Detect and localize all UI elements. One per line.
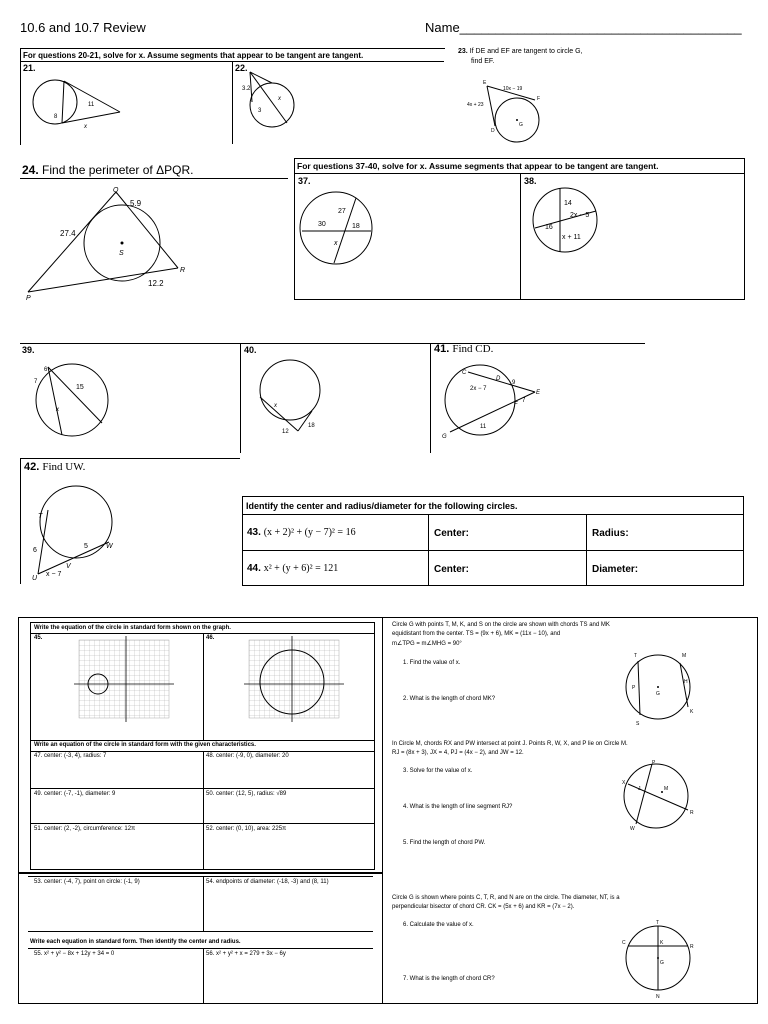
instruction-20-21: For questions 20-21, solve for x. Assume segments that appear to be tangent are tangent. — [23, 51, 364, 60]
q38-label-x11: x + 11 — [562, 234, 581, 241]
p2-q3: 3. Solve for the value of x. — [403, 768, 473, 774]
p2-label-x: X — [622, 780, 626, 786]
p3-text-1: Circle G is shown where points C, T, R, and N are on the circle. The diameter, NT, is a — [392, 895, 620, 901]
q40-number: 40. — [244, 345, 257, 355]
p3-diagram — [620, 918, 700, 1000]
divider — [428, 514, 429, 586]
p2-label-r: R — [690, 810, 694, 816]
name-field[interactable]: Name_______________________________________ — [425, 20, 742, 35]
q55: 55. x² + y² − 8x + 12y + 34 = 0 — [34, 951, 115, 957]
q22-number: 22. — [235, 63, 248, 73]
q23-label-e: E — [483, 80, 487, 86]
q37-label-x: x — [334, 240, 338, 247]
p2-label-m: M — [664, 786, 669, 792]
q42-label-t: T — [38, 513, 43, 520]
q45-number: 45. — [34, 635, 43, 641]
q39-diagram — [20, 355, 240, 450]
q21-label-x: x — [84, 124, 87, 130]
p1-label-t: T — [634, 653, 638, 659]
q37-diagram — [294, 173, 520, 300]
q41-diagram — [430, 360, 645, 450]
q24-label-5-9: 5.9 — [130, 199, 142, 208]
divider — [242, 514, 744, 515]
divider — [203, 633, 204, 740]
q22-diagram — [232, 60, 312, 145]
q37-label-18: 18 — [352, 223, 360, 230]
q40-label-x: x — [274, 403, 277, 409]
q23-label-g: G — [519, 122, 523, 128]
identify-header: Identify the center and radius/diameter for the following circles. — [246, 501, 518, 511]
q42-label-5: 5 — [84, 543, 88, 550]
q24-text: 24. Find the perimeter of ΔPQR. — [22, 163, 194, 177]
q47: 47. center: (-3, 4), radius: 7 — [34, 753, 107, 759]
q23-label-f: F — [537, 96, 541, 102]
q23-text: 23. If DE and EF are tangent to circle G, — [458, 48, 583, 55]
p3-label-t: T — [656, 920, 660, 926]
q24-label-s: S — [119, 250, 124, 257]
p3-label-c: C — [622, 940, 626, 946]
p3-label-n: N — [656, 994, 660, 1000]
q37-number: 37. — [298, 176, 311, 186]
q44-diameter[interactable]: Diameter: — [592, 564, 639, 575]
q24-label-27-4: 27.4 — [60, 229, 76, 238]
p1-label-m: M — [682, 653, 687, 659]
p1-text-2: equidistant from the center. TS = (9x + 6), MK = (11x − 10), and — [392, 631, 561, 637]
divider — [28, 931, 373, 932]
divider — [382, 617, 383, 1004]
p2-label-p: P — [652, 760, 656, 766]
q43-center[interactable]: Center: — [434, 528, 470, 539]
p1-label-p: P — [632, 685, 636, 691]
p1-label-s: S — [636, 721, 640, 727]
p1-text-3: m∠TPG = m∠MHG = 90° — [392, 641, 462, 647]
char-instruction: Write an equation of the circle in standard form with the given characteristics. — [34, 742, 256, 748]
q51: 51. center: (2, -2), circumference: 12π — [34, 826, 136, 832]
q24-label-12-2: 12.2 — [148, 279, 164, 288]
q42-label-x7: x − 7 — [46, 571, 62, 578]
q39-label-15: 15 — [76, 384, 84, 391]
q38-label-14: 14 — [564, 200, 572, 207]
q46-number: 46. — [206, 635, 215, 641]
divider — [203, 876, 204, 931]
p1-label-g: G — [656, 691, 660, 697]
q52: 52. center: (0, 10), area: 225π — [206, 826, 287, 832]
q24-label-q: Q — [113, 187, 119, 194]
p2-diagram — [618, 758, 698, 833]
q39-label-7: 7 — [34, 379, 38, 385]
q46-graph — [244, 640, 344, 720]
p3-q6: 6. Calculate the value of x. — [403, 922, 474, 928]
divider — [20, 458, 21, 584]
divider — [30, 823, 375, 824]
divider — [203, 751, 204, 870]
q54: 54. endpoints of diameter: (-18, -3) and (8, 11) — [206, 879, 329, 885]
q43-equation: 43. (x + 2)² + (y − 7)² = 16 — [247, 527, 356, 538]
p1-text-1: Circle G with points T, M, K, and S on the circle are shown with chords TS and MK — [392, 622, 610, 628]
p3-label-g: G — [660, 960, 664, 966]
q42-text: 42. Find UW. — [24, 461, 86, 473]
divider — [20, 178, 288, 179]
p3-label-r: R — [690, 944, 694, 950]
q41-label-9: 9 — [512, 380, 516, 386]
q56: 56. x² + y² + x = 279 + 3x − 6y — [206, 951, 286, 957]
q42-label-6: 6 — [33, 547, 37, 554]
q50: 50. center: (12, 5), radius: √89 — [206, 791, 287, 797]
q41-label-f: F — [514, 402, 518, 408]
q23-label-10x: 10x − 19 — [503, 86, 523, 92]
q40-label-12: 12 — [282, 429, 289, 435]
divider — [586, 514, 587, 586]
divider — [30, 740, 375, 741]
divider — [28, 876, 373, 877]
q38-number: 38. — [524, 176, 537, 186]
q41-text: 41. Find CD. — [434, 343, 494, 355]
q21-diagram — [20, 60, 240, 145]
q23-diagram — [455, 68, 575, 148]
q22-label-3: 3 — [258, 108, 262, 114]
q38-diagram — [520, 173, 746, 300]
q23-label-4x: 4x + 23 — [467, 102, 484, 108]
p3-q7: 7. What is the length of chord CR? — [403, 976, 495, 982]
q39-label-6: 6 — [44, 367, 48, 373]
p1-label-h: H — [684, 679, 688, 685]
q37-label-30: 30 — [318, 221, 326, 228]
divider — [242, 550, 744, 551]
p1-label-k: K — [690, 709, 694, 715]
q40-label-18: 18 — [308, 423, 315, 429]
p2-text-1: In Circle M, chords RX and PW intersect at point J. Points R, W, X, and P lie on Circle M. — [392, 741, 628, 747]
q44-equation: 44. x² + (y + 6)² = 121 — [247, 563, 339, 574]
q41-label-g: G — [442, 434, 447, 440]
divider — [20, 458, 240, 459]
graph-instruction: Write the equation of the circle in standard form shown on the graph. — [34, 625, 231, 631]
q24-label-p: P — [26, 295, 31, 302]
q42-label-v: V — [66, 563, 71, 570]
p1-q1: 1. Find the value of x. — [403, 660, 461, 666]
p3-text-2: perpendicular bisector of chord CR. CK = (5x + 6) and KR = (7x − 2). — [392, 904, 575, 910]
instruction-37-40: For questions 37-40, solve for x. Assume segments that appear to be tangent are tangent. — [297, 161, 659, 171]
q24-diagram — [20, 180, 290, 305]
divider — [30, 788, 375, 789]
page-title: 10.6 and 10.7 Review — [20, 20, 146, 35]
q23-text2: find EF. — [471, 58, 495, 65]
p3-label-k: K — [660, 940, 664, 946]
q42-label-u: U — [32, 575, 38, 582]
q39-number: 39. — [22, 345, 35, 355]
q24-label-r: R — [180, 267, 186, 274]
p1-q2: 2. What is the length of chord MK? — [403, 696, 496, 702]
q22-label-3-2: 3.2 — [242, 86, 251, 92]
divider — [18, 872, 382, 874]
q49: 49. center: (-7, -1), diameter: 9 — [34, 791, 116, 797]
q41-label-11: 11 — [480, 424, 487, 430]
q45-graph — [74, 640, 174, 720]
q23-label-d: D — [491, 128, 495, 134]
q42-label-w: W — [106, 543, 113, 550]
divider — [20, 343, 645, 344]
q41-label-c: C — [462, 370, 467, 376]
q21-label-8: 8 — [54, 114, 58, 120]
q44-center[interactable]: Center: — [434, 564, 470, 575]
q41-label-d: D — [496, 376, 501, 382]
q43-radius[interactable]: Radius: — [592, 528, 629, 539]
p2-text-2: RJ = (8x + 3), JX = 4, PJ = (4x − 2), and JW = 12. — [392, 750, 524, 756]
p2-label-j: J — [638, 786, 641, 792]
q42-diagram — [24, 480, 224, 585]
q39-label-x: x — [56, 407, 59, 413]
q38-label-2x: 2x − 5 — [570, 212, 590, 219]
p1-diagram — [620, 645, 700, 725]
divider — [203, 948, 204, 1004]
q21-number: 21. — [23, 63, 36, 73]
q53: 53. center: (-4, 7), point on circle: (-1, 9) — [34, 879, 140, 885]
p2-label-w: W — [630, 826, 635, 832]
q21-label-11: 11 — [88, 102, 95, 108]
divider — [28, 948, 373, 949]
p2-q4: 4. What is the length of line segment RJ? — [403, 804, 513, 810]
q40-diagram — [240, 355, 430, 450]
p2-q5: 5. Find the length of chord PW. — [403, 840, 486, 846]
q22-label-x: x — [278, 96, 281, 102]
q38-label-16: 16 — [545, 224, 553, 231]
q41-label-7: 7 — [522, 398, 526, 404]
q41-label-e: E — [536, 390, 541, 396]
std-instruction: Write each equation in standard form. Then identify the center and radius. — [30, 939, 241, 945]
q37-label-27: 27 — [338, 208, 346, 215]
q41-label-2x7: 2x − 7 — [470, 386, 487, 392]
q48: 48. center: (-9, 0), diameter: 20 — [206, 753, 289, 759]
